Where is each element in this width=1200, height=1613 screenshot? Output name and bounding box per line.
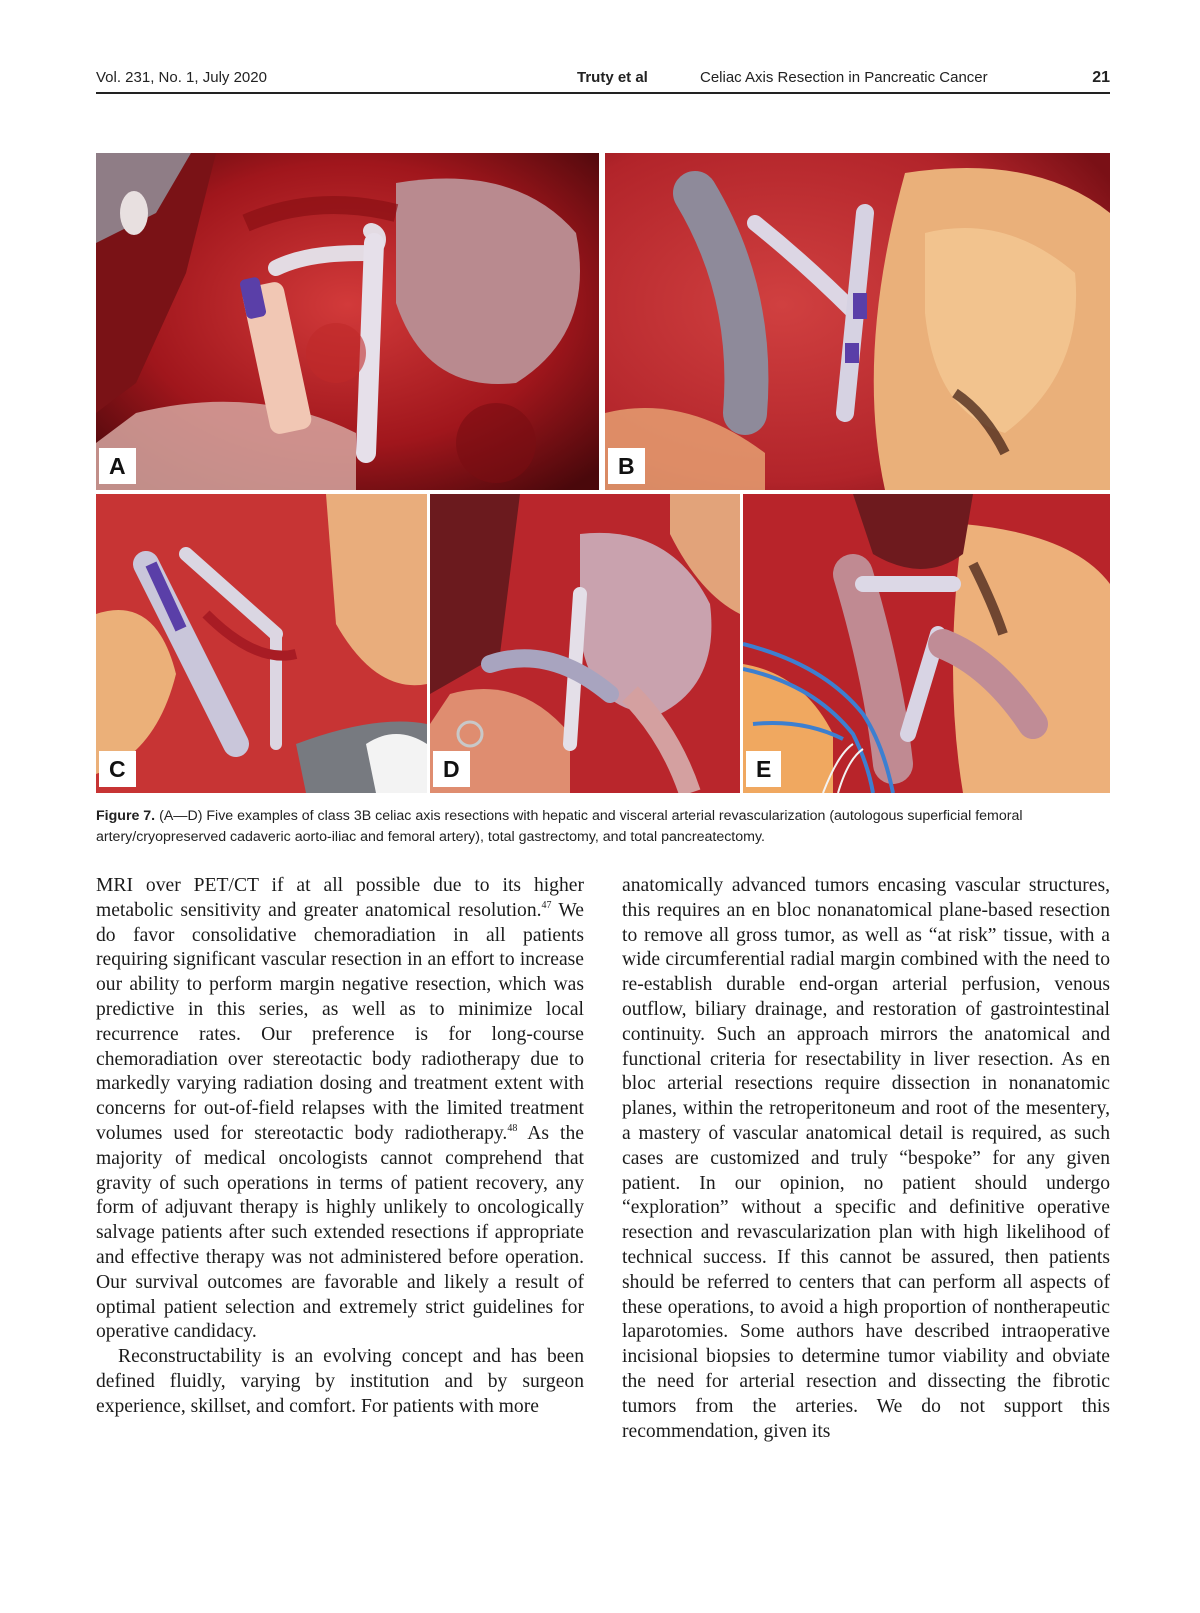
running-authors: Truty et al: [577, 69, 648, 86]
figure-caption: [96, 806, 1110, 848]
body-column-left: [96, 874, 584, 1420]
reference-marker: 47: [541, 899, 552, 911]
figure-label: Figure 7.: [96, 808, 156, 824]
text-run: MRI over PET/CT if at all possible due to its higher metabolic sensitivity and greater anatomical resolution.: [96, 875, 584, 921]
reference-marker: 48: [507, 1122, 518, 1134]
panel-label-e: E: [746, 751, 781, 787]
running-header: [96, 66, 1110, 94]
surgical-photo-c: [96, 494, 427, 793]
figure-panel-b: [605, 153, 1110, 490]
figure-7: [96, 153, 1110, 793]
paragraph: Reconstructability is an evolving concept and has been defined fluidly, varying by institution and by surgeon experience, skillset, and comfort. For patients with more: [96, 1346, 584, 1417]
text-run: We do favor consolidative chemoradiation in all patients requiring significant vascular resection in an effort to increase our ability to perform margin negative resection, which was predictive in this series, as well as to minimize local recurrence rates. Our preference is for long-course chemoradiation over stereotactic body radiotherapy due to markedly varying radiation dosing and treatment extent with concerns for out-of-field relapses with the limited treatment volumes used for stereotactic body radiotherapy.: [96, 899, 584, 1144]
panel-label-c: C: [99, 751, 136, 787]
text-run: As the majority of medical oncologists cannot comprehend that gravity of such operations in terms of patient recovery, any form of adjuvant therapy is highly unlikely to oncologically salvage patients after such extended resections if appropriate and effective therapy was not administered before operation. Our survival outcomes are favorable and likely a result of optimal patient selection and extremely strict guidelines for operative candidacy.: [96, 1122, 584, 1343]
paragraph: [96, 874, 584, 1345]
paragraph: anatomically advanced tumors encasing vascular structures, this requires an en bloc nonanatomical plane-based resection to remove all gross tumor, as well as “at risk” tissue, with a wide circumferential radial margin combined with the need to re-establish durable end-organ arterial perfusion, venous outflow, biliary drainage, and restoration of gastrointestinal continuity. Such an approach mirrors the anatomical and functional criteria for resectability in liver resection. As en bloc arterial resections require dissection in nonanatomic planes, within the retroperitoneum and root of the mesentery, a mastery of vascular anatomical detail is required, as such cases are customized and truly “bespoke” for any given patient. In our opinion, no patient should undergo “exploration” without a specific and definitive operative resection and revascularization plan with high likelihood of technical success. If this cannot be assured, then patients should be referred to centers that can perform all aspects of these operations, to avoid a high proportion of nontherapeutic laparotomies. Some authors have described intraoperative incisional biopsies to determine tumor viability and obviate the need for arterial resection and dissecting the fibrotic tumors from the arteries. We do not support this recommendation, given its: [622, 875, 1110, 1442]
surgical-photo-d: [430, 494, 740, 793]
figure-caption-text: (A—D) Five examples of class 3B celiac axis resections with hepatic and visceral arterial revascularization (autologous superficial femoral artery/cryopreserved cadaveric aorto-iliac and femoral artery), total gastrectomy, and total pancreatectomy.: [96, 808, 1023, 845]
surgical-photo-b: [605, 153, 1110, 490]
running-title: Celiac Axis Resection in Pancreatic Cancer: [700, 69, 988, 86]
journal-volume: Vol. 231, No. 1, July 2020: [96, 69, 267, 86]
body-column-right: [622, 874, 1110, 1444]
figure-panel-d: [430, 494, 740, 793]
figure-panel-c: [96, 494, 427, 793]
figure-panel-e: [743, 494, 1110, 793]
page-number: 21: [1092, 69, 1110, 86]
figure-panel-a: [96, 153, 599, 490]
surgical-photo-a: [96, 153, 599, 490]
panel-label-b: B: [608, 448, 645, 484]
surgical-photo-e: [743, 494, 1110, 793]
panel-label-a: A: [99, 448, 136, 484]
panel-label-d: D: [433, 751, 470, 787]
